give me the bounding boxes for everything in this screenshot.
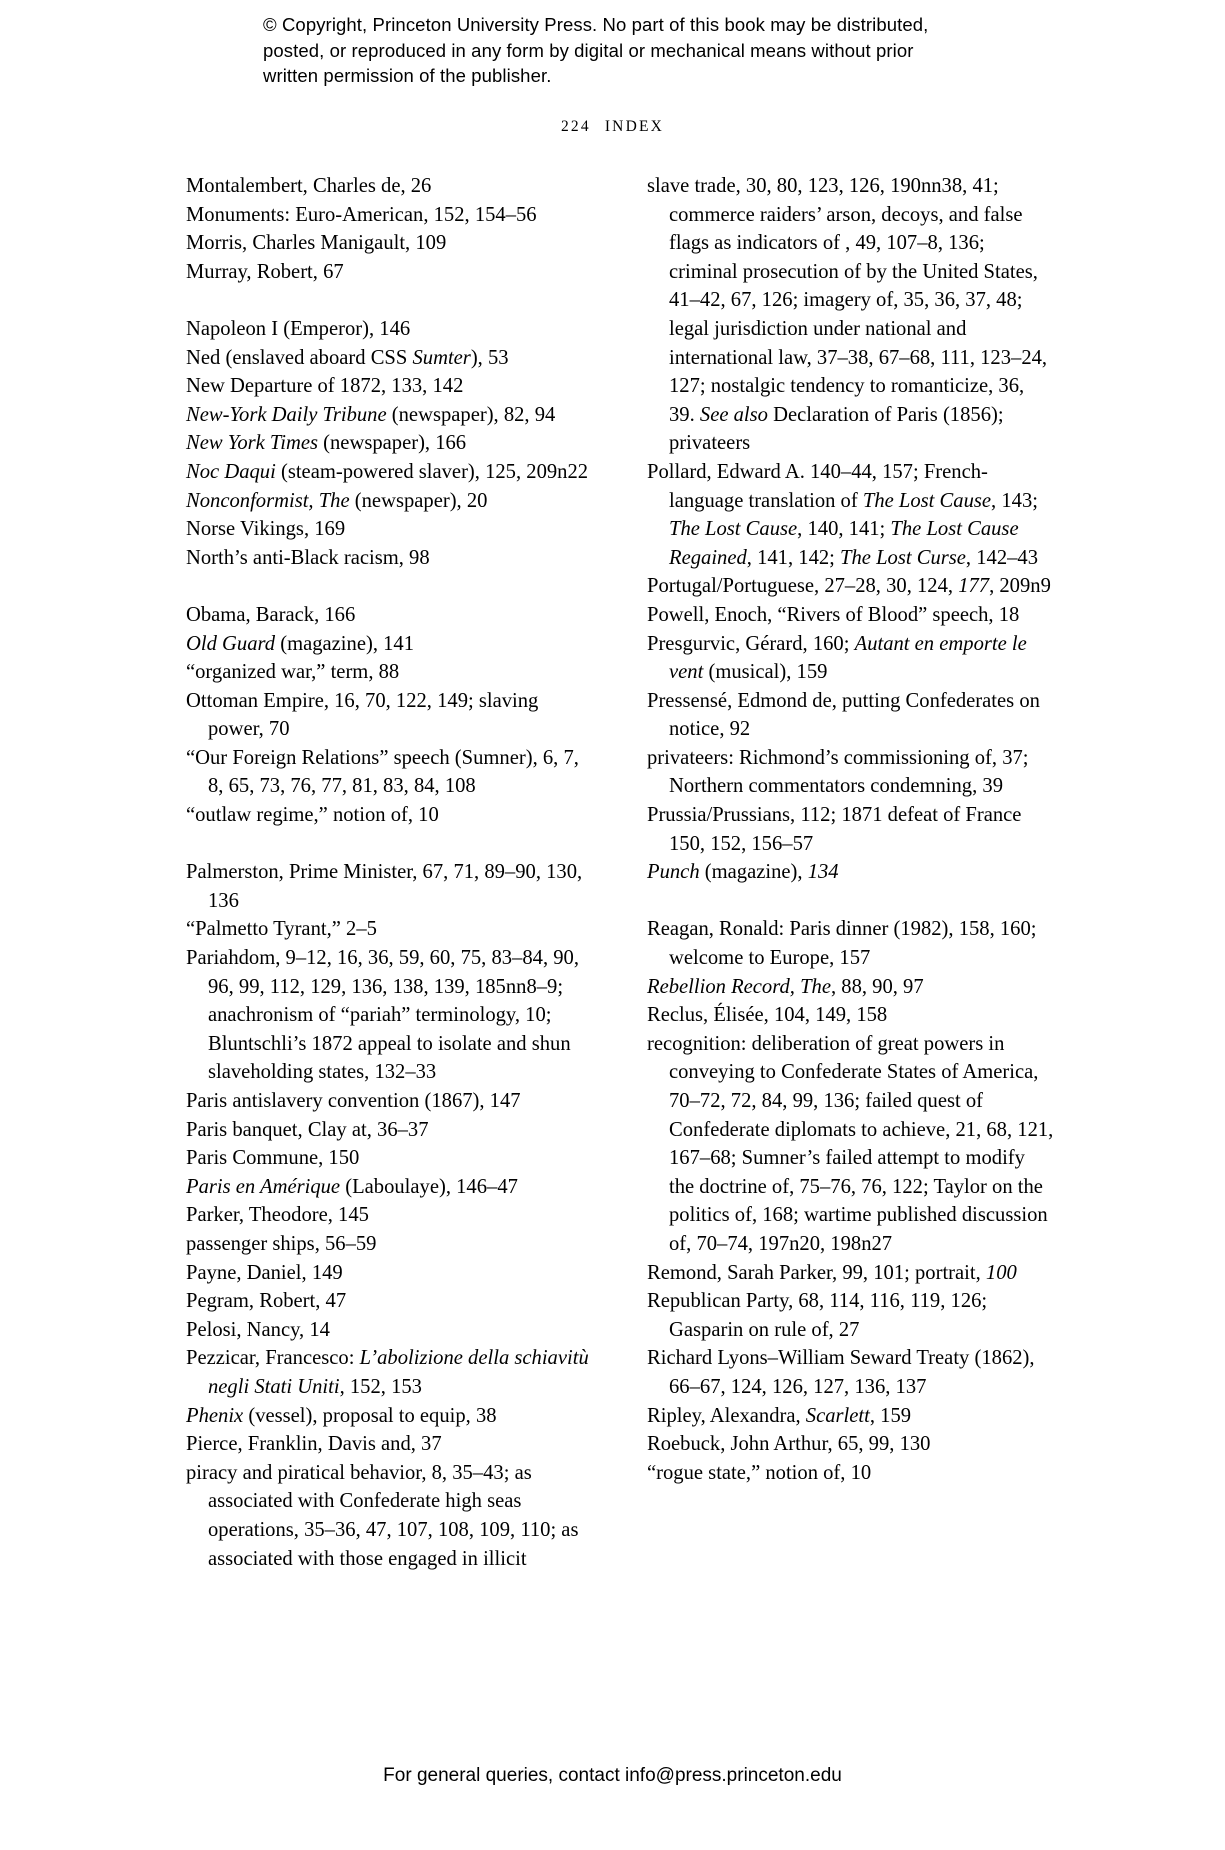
index-entry: Paris antislavery convention (1867), 147 — [186, 1090, 521, 1112]
index-entry: piracy and piratical behavior, 8, 35–43; as associated with Confederate high seas operations, 35–36, 47, 107, 108, 109, 110; as associated with those engaged in illicit — [186, 1461, 579, 1570]
index-entry: Palmerston, Prime Minister, 67, 71, 89–90, 130, 136 — [186, 861, 583, 912]
entry-group-separator — [647, 887, 1055, 916]
index-entry: recognition: deliberation of great powers in conveying to Confederate States of America, 70–72, 72, 84, 99, 136; failed quest of Confederate diplomats to achieve, 21, 68, 121, 167–68; Sumner’s failed attempt to modify the doctrine of, 75–76, 76, 122; Taylor on the politics of, 168; wartime published discussion of, 70–74, 197n20, 198n27 — [647, 1032, 1054, 1255]
entry-group-separator — [186, 286, 594, 315]
index-entry: Republican Party, 68, 114, 116, 119, 126; Gasparin on rule of, 27 — [647, 1290, 988, 1341]
running-head — [0, 118, 1225, 136]
index-entry: Reagan, Ronald: Paris dinner (1982), 158, 160; welcome to Europe, 157 — [647, 918, 1037, 970]
index-entry: Murray, Robert, 67 — [186, 260, 344, 283]
index-column-left — [186, 172, 594, 1573]
index-entry: Payne, Daniel, 149 — [186, 1261, 343, 1284]
index-entry: passenger ships, 56–59 — [186, 1232, 377, 1255]
entry-group-separator — [186, 830, 594, 859]
index-entry: Pierce, Franklin, Davis and, 37 — [186, 1433, 442, 1456]
index-entry: slave trade, 30, 80, 123, 126, 190nn38, 41; commerce raiders’ arson, decoys, and false flags as indicators of , 49, 107–8, 136; criminal prosecution of by the United States, 41–42, 67, 126; imagery of, 35, 36, 37, 48; legal jurisdiction under national and international law, 37–38, 67–68, 111, 123–24, 127; nostalgic tendency to romanticize, 36, 39. See also Declaration of Paris (1856); privateers — [647, 175, 1048, 455]
index-column-right — [647, 172, 1055, 1573]
running-head-label: INDEX — [604, 118, 665, 135]
index-entry: New-York Daily Tribune (newspaper), 82, 94 — [186, 403, 556, 426]
copyright-notice: © Copyright, Princeton University Press. No part of this book may be distributed, posted, or reproduced in any form by digital or mechanical means without prior written permission of the publisher. — [263, 14, 929, 86]
index-entry: Morris, Charles Manigault, 109 — [186, 232, 447, 255]
index-entry: Prussia/Prussians, 112; 1871 defeat of France 150, 152, 156–57 — [647, 804, 1022, 855]
index-entry: “Palmetto Tyrant,” 2–5 — [186, 918, 377, 941]
index-entry: Monuments: Euro-American, 152, 154–56 — [186, 203, 537, 226]
index-entry: Old Guard (magazine), 141 — [186, 632, 415, 655]
index-entry: “outlaw regime,” notion of, 10 — [186, 804, 439, 827]
index-entry: Ripley, Alexandra, Scarlett, 159 — [647, 1404, 912, 1427]
index-entry: “organized war,” term, 88 — [186, 661, 400, 684]
entry-group-separator — [186, 572, 594, 601]
index-entry: Montalembert, Charles de, 26 — [186, 175, 432, 197]
index-entry: Portugal/Portuguese, 27–28, 30, 124, 177, 209n9 — [647, 575, 1051, 598]
index-entry: Nonconformist, The (newspaper), 20 — [186, 489, 488, 512]
index-entry: Remond, Sarah Parker, 99, 101; portrait, 100 — [647, 1261, 1017, 1284]
index-entry: “Our Foreign Relations” speech (Sumner), 6, 7, 8, 65, 73, 76, 77, 81, 83, 84, 108 — [186, 746, 579, 798]
index-entry: Punch (magazine), 134 — [647, 861, 839, 884]
index-entry: Paris banquet, Clay at, 36–37 — [186, 1118, 429, 1141]
index-entry: Paris Commune, 150 — [186, 1147, 360, 1170]
index-entry: Parker, Theodore, 145 — [186, 1204, 369, 1227]
index-entry: Reclus, Élisée, 104, 149, 158 — [647, 1004, 888, 1027]
index-entry: Norse Vikings, 169 — [186, 518, 346, 541]
index-entry: Pollard, Edward A. 140–44, 157; French-language translation of The Lost Cause, 143; The Lost Cause, 140, 141; The Lost Cause Regained, 141, 142; The Lost Curse, 142–43 — [647, 460, 1038, 569]
index-entry: Richard Lyons–William Seward Treaty (1862), 66–67, 124, 126, 127, 136, 137 — [647, 1347, 1035, 1398]
index-entry: Paris en Amérique (Laboulaye), 146–47 — [186, 1175, 518, 1198]
page-folio: 224 — [560, 118, 591, 135]
index-entry: Roebuck, John Arthur, 65, 99, 130 — [647, 1433, 931, 1456]
index-entry: New Departure of 1872, 133, 142 — [186, 375, 464, 398]
index-entry: Pegram, Robert, 47 — [186, 1290, 347, 1313]
index-entry: New York Times (newspaper), 166 — [186, 432, 467, 455]
index-entry: Obama, Barack, 166 — [186, 603, 356, 626]
index-entry: Napoleon I (Emperor), 146 — [186, 317, 411, 340]
index-entry: Powell, Enoch, “Rivers of Blood” speech, 18 — [647, 603, 1020, 626]
index-entry: Ottoman Empire, 16, 70, 122, 149; slaving power, 70 — [186, 689, 539, 741]
index-entry: privateers: Richmond’s commissioning of, 37; Northern commentators condemning, 39 — [647, 746, 1029, 798]
index-entry: Noc Daqui (steam-powered slaver), 125, 209n22 — [186, 460, 589, 483]
index-entry: Phenix (vessel), proposal to equip, 38 — [186, 1404, 497, 1427]
index-entry: North’s anti-Black racism, 98 — [186, 546, 430, 569]
index-entry: Pressensé, Edmond de, putting Confederates on notice, 92 — [647, 689, 1040, 741]
index-entry: Pelosi, Nancy, 14 — [186, 1318, 330, 1341]
index-entry: Rebellion Record, The, 88, 90, 97 — [647, 975, 924, 998]
index-entry: Pariahdom, 9–12, 16, 36, 59, 60, 75, 83–84, 90, 96, 99, 112, 129, 136, 138, 139, 185nn8–9; anachronism of “pariah” terminology, 10; Bluntschli’s 1872 appeal to isolate and shun slaveholding states, 132–33 — [186, 947, 579, 1084]
index-entry: Presgurvic, Gérard, 160; Autant en emporte le vent (musical), 159 — [647, 632, 1027, 684]
footer-notice: For general queries, contact info@press.princeton.edu — [383, 1765, 842, 1786]
index-entry: “rogue state,” notion of, 10 — [647, 1461, 872, 1484]
index-columns — [186, 172, 1056, 1573]
index-entry: Pezzicar, Francesco: L’abolizione della schiavitù negli Stati Uniti, 152, 153 — [186, 1347, 589, 1398]
index-entry: Ned (enslaved aboard CSS Sumter), 53 — [186, 346, 509, 369]
